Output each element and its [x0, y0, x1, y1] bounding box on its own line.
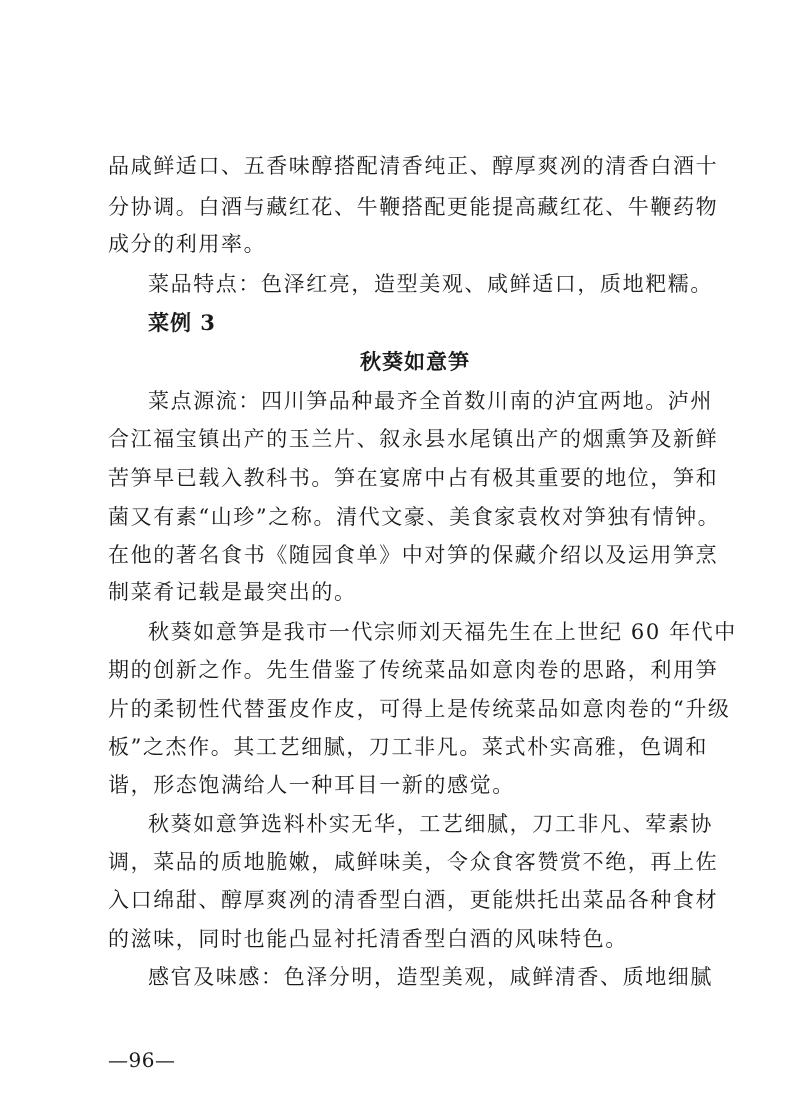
text-line: 品咸鲜适口、五香味醇搭配清香纯正、醇厚爽冽的清香白酒十: [108, 154, 719, 178]
text-line: 菌又有素“山珍”之称。清代文豪、美食家袁枚对笋独有情钟。: [108, 505, 721, 529]
text-line: 合江福宝镇出产的玉兰片、叙永县水尾镇出产的烟熏笋及新鲜: [108, 427, 719, 451]
text-line: 成分的利用率。: [108, 232, 267, 256]
text-line: 制菜肴记载是最突出的。: [108, 580, 357, 604]
text-line: 入口绵甜、醇厚爽冽的清香型白酒，更能烘托出菜品各种食材: [108, 888, 719, 912]
text-line: 苦笋早已载入教科书。笋在宴席中占有极其重要的地位，笋和: [108, 466, 719, 490]
text-line: 秋葵如意笋是我市一代宗师刘天福先生在上世纪 60 年代中: [148, 620, 737, 644]
text-line: 分协调。白酒与藏红花、牛鞭搭配更能提高藏红花、牛鞭药物: [108, 195, 719, 219]
text-line: 调，菜品的质地脆嫩，咸鲜味美，令众食客赞赏不绝，再上佐: [108, 850, 719, 874]
dish-title: 秋葵如意笋: [360, 349, 470, 374]
sensory-line: 感官及味感：色泽分明，造型美观，咸鲜清香、质地细腻: [148, 965, 713, 989]
example-heading: 菜例 3: [148, 310, 216, 335]
text-line: 秋葵如意笋选料朴实无华，工艺细腻，刀工非凡、荤素协: [148, 812, 713, 836]
features-line: 菜品特点：色泽红亮，造型美观、咸鲜适口，质地粑糯。: [148, 272, 713, 296]
page-number: —96—: [108, 1048, 176, 1072]
text-line: 片的柔韧性代替蛋皮作皮，可得上是传统菜品如意肉卷的“升级: [108, 697, 731, 721]
text-line: 板”之杰作。其工艺细腻，刀工非凡。菜式朴实高雅，色调和: [108, 735, 708, 759]
text-line: 的滋味，同时也能凸显衬托清香型白酒的风味特色。: [108, 927, 628, 951]
text-line: 谐，形态饱满给人一种耳目一新的感觉。: [108, 773, 515, 797]
text-line: 在他的著名食书《随园食单》中对笋的保藏介绍以及运用笋烹: [108, 543, 719, 567]
text-line: 菜点源流：四川笋品种最齐全首数川南的泸宜两地。泸州: [148, 389, 713, 413]
text-line: 期的创新之作。先生借鉴了传统菜品如意肉卷的思路，利用笋: [108, 658, 719, 682]
